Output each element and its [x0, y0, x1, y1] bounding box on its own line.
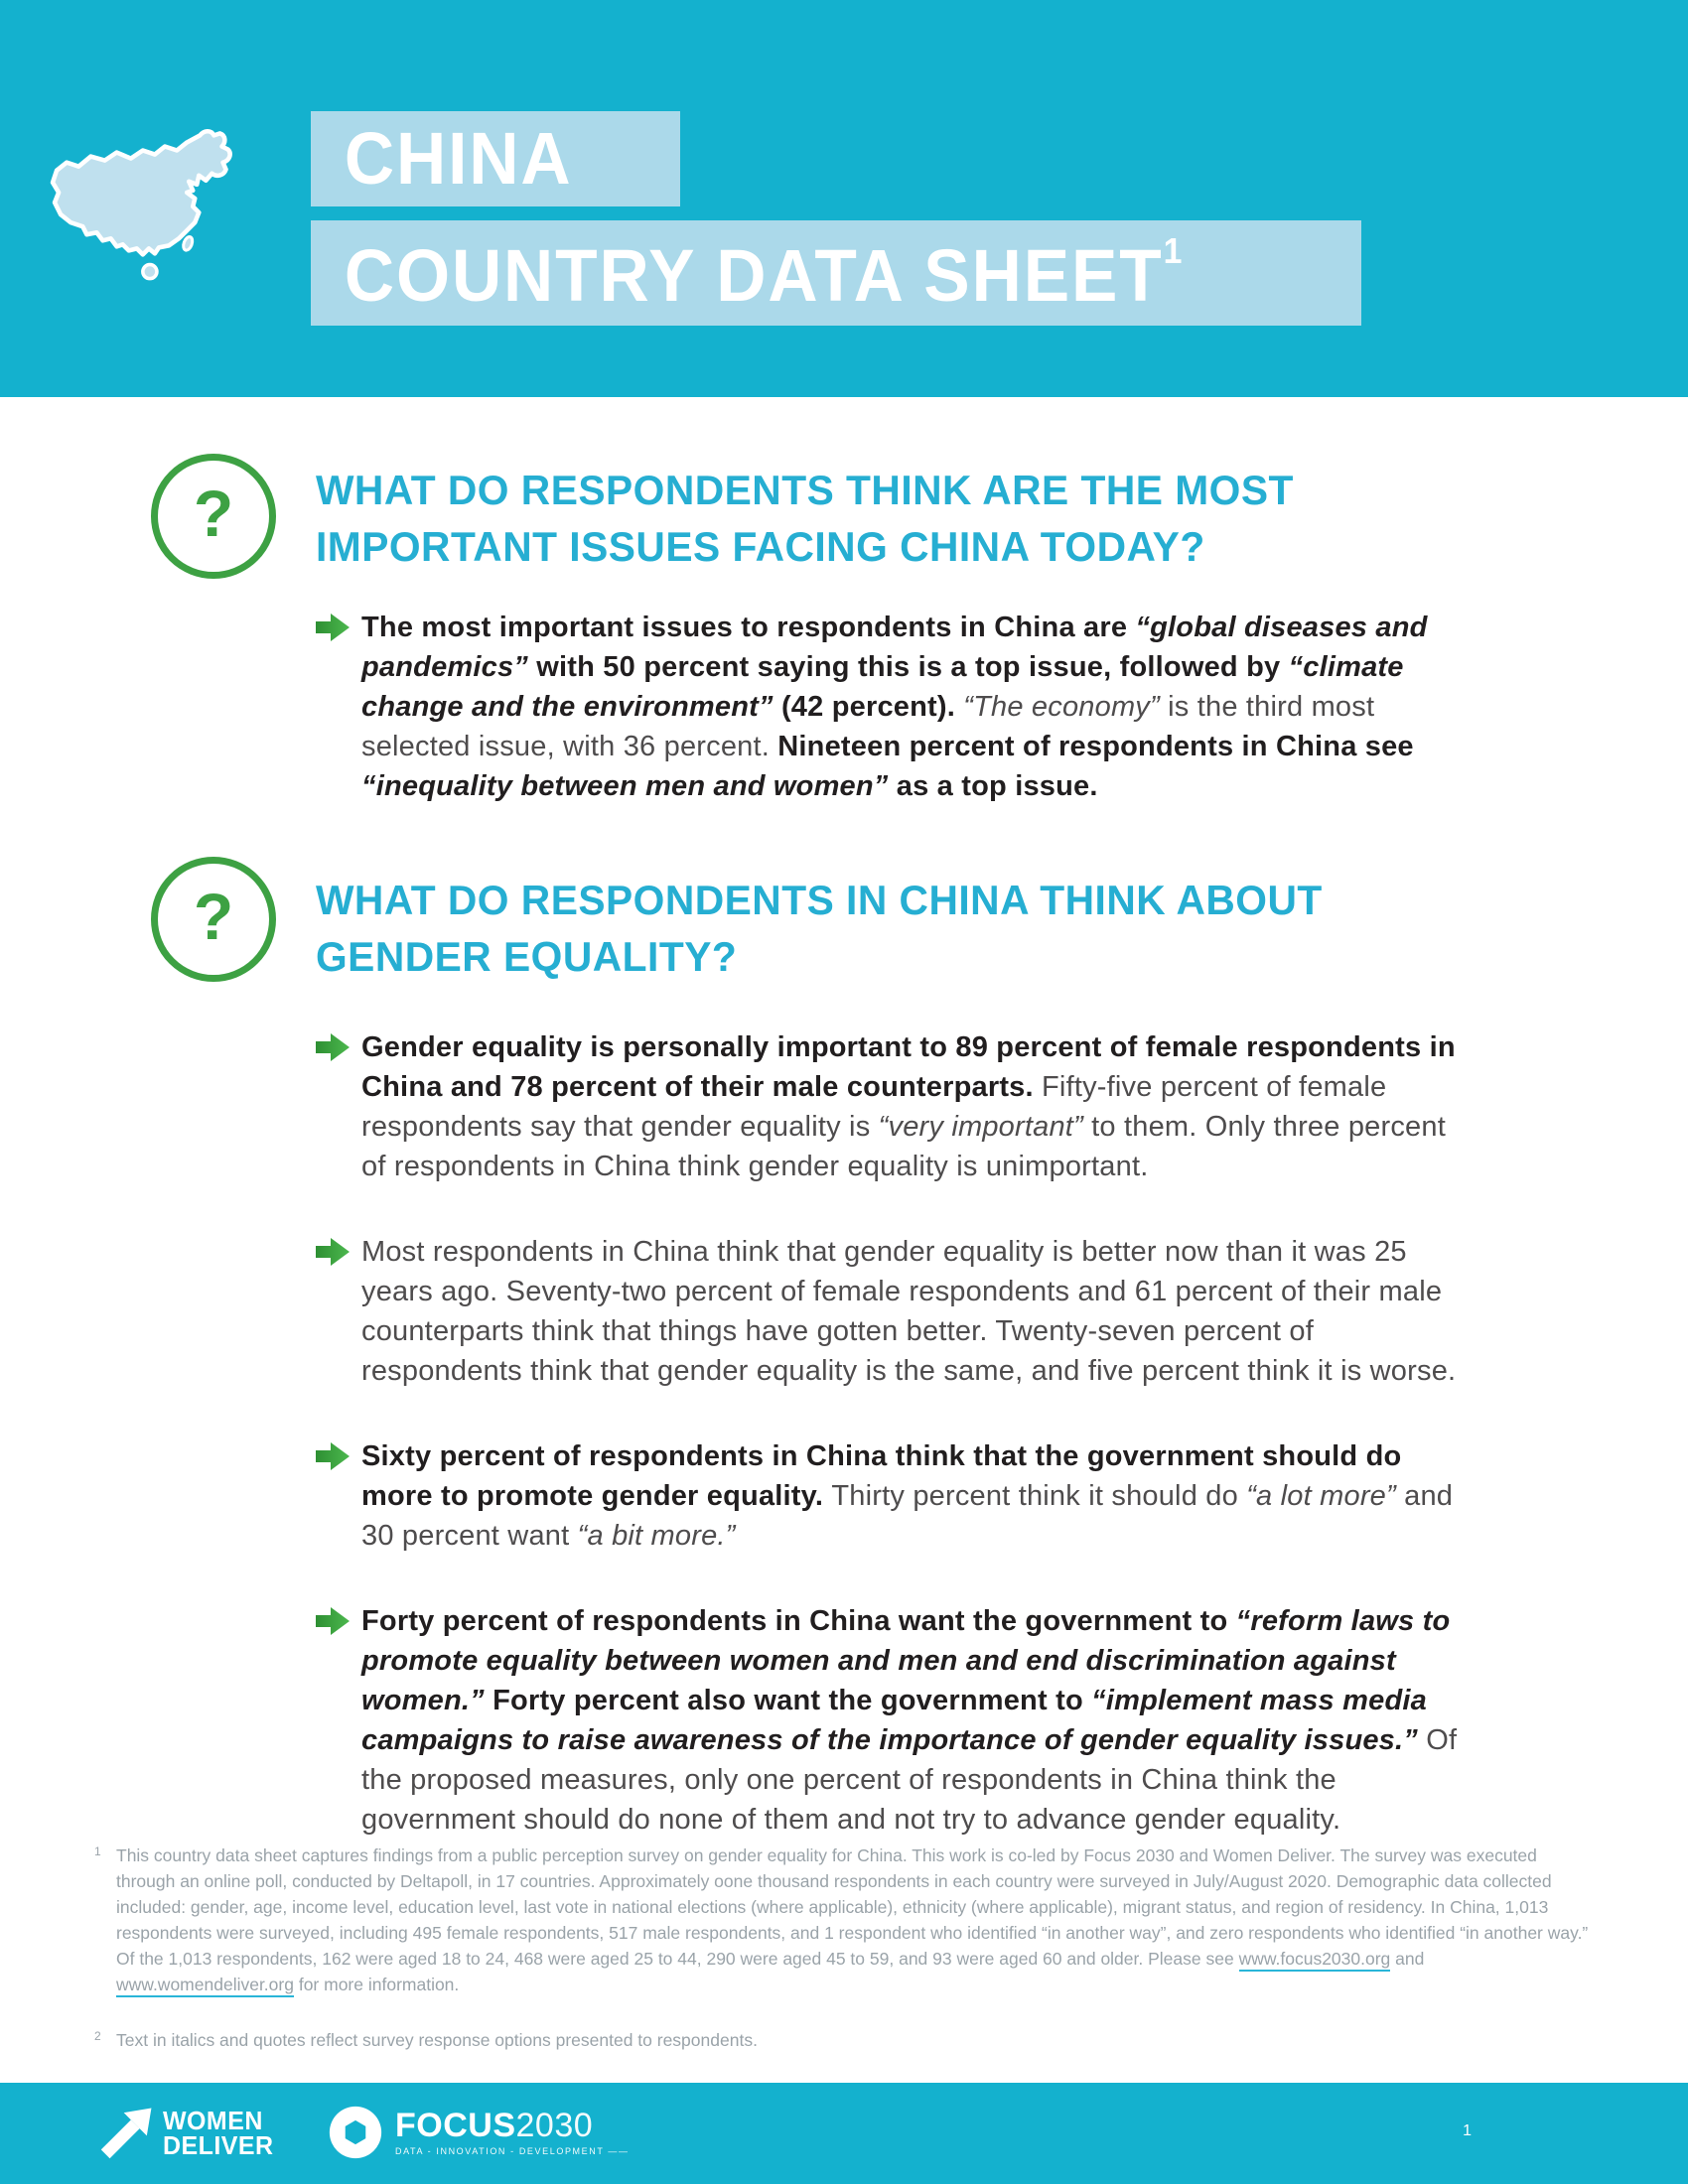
- heading-line: IMPORTANT ISSUES FACING CHINA TODAY?: [316, 523, 1205, 570]
- country-name: CHINA: [344, 117, 573, 200]
- page-number: 1: [1463, 2122, 1472, 2139]
- text-segment: Text in italics and quotes reflect survey response options presented to respondents.: [116, 2030, 758, 2050]
- text-segment: Forty percent of respondents in China want the government to: [361, 1605, 1236, 1637]
- text-segment: “climate change and the environment”: [361, 651, 1404, 723]
- focus2030-name: [395, 2109, 630, 2142]
- footnote-link[interactable]: www.focus2030.org: [1239, 1949, 1391, 1972]
- document-title: [311, 230, 1183, 317]
- footnote-1: [94, 1843, 1599, 1997]
- women-deliver-logo: [99, 2107, 278, 2160]
- list-item: [316, 1601, 1468, 1840]
- list-item: [316, 1027, 1468, 1186]
- bullet-text: [361, 1232, 1468, 1391]
- text-segment: Fifty-five percent of female respondents say that gender equality is: [361, 1071, 1387, 1143]
- heading-line: WHAT DO RESPONDENTS THINK ARE THE MOST: [316, 467, 1294, 513]
- text-segment: Nineteen percent of respondents in China see: [777, 731, 1414, 762]
- women-deliver-wordmark: [163, 2106, 274, 2160]
- focus2030-tagline: DATA - INNOVATION - DEVELOPMENT ——: [395, 2146, 630, 2156]
- question-mark-icon: [151, 454, 276, 579]
- question-mark-glyph: ?: [193, 880, 234, 953]
- footer-band: [0, 2083, 1688, 2184]
- list-item: [316, 1232, 1468, 1391]
- text-segment: “very important”: [878, 1111, 1083, 1143]
- text-segment: [485, 1685, 492, 1716]
- china-map-icon: [48, 117, 278, 294]
- arrow-bullet-icon: [316, 1032, 350, 1062]
- text-segment: This country data sheet captures findings from a public perception survey on gender equality for China. This work is co-led by Focus 2030 and Women Deliver. The survey was executed through an online poll, conducted by Deltapoll, in 17 countries. Approximately oone thousand respondents in each country were surveyed in July/August 2020. Demographic data collected included: gender, age, income level, education level, last vote in national elections (where applicable), ethnicity (where applicable), migrant status, and region of residency. In China, 1,013 respondents were surveyed, including 495 female respondents, 517 male respondents, and 1 respondent who identified “in another way”, and zero respondents who identified “in another way.” Of the 1,013 respondents, 162 were aged 18 to 24, 468 were aged 25 to 44, 290 were aged 45 to 59, and 93 were aged 60 and older. Please see: [116, 1845, 1589, 1969]
- text-segment: Gender equality is personally important to 89 percent of female respondents in China and 78 percent of their male counterparts.: [361, 1031, 1456, 1103]
- document-title-text: COUNTRY DATA SHEET: [344, 234, 1164, 317]
- text-segment: Most respondents in China think that gender equality is better now than it was 25 years ago. Seventy-two percent of female respondents and 61 percent of their male counterparts think that things have gotten better. Twenty-seven percent of respondents think that gender equality is the same, and five percent think it is worse.: [361, 1236, 1457, 1387]
- text-segment: Forty percent also want the government to: [492, 1685, 1092, 1716]
- list-item: [316, 1436, 1468, 1556]
- footnote-2: [94, 2027, 1599, 2053]
- text-segment: Thirty percent think it should do: [831, 1480, 1247, 1512]
- text-segment: “global diseases and pandemics”: [361, 612, 1428, 683]
- focus-word: FOCUS: [395, 2107, 516, 2144]
- bullet-text: [361, 608, 1468, 806]
- text-segment: with 50 percent saying this is a top issue, followed by: [528, 651, 1289, 683]
- footnotes: [94, 1843, 1599, 2053]
- header-band: [0, 0, 1688, 397]
- title-footnote-ref: 1: [1163, 230, 1183, 271]
- question-mark-glyph: ?: [193, 477, 234, 550]
- text-segment: Sixty percent of respondents in China think that the government should do more to promote gender equality.: [361, 1440, 1402, 1512]
- text-segment: “inequality between men and women”: [361, 770, 889, 802]
- text-segment: to them. Only three percent of respondents in China think gender equality is unimportant.: [361, 1111, 1446, 1182]
- text-segment: and: [1390, 1949, 1425, 1969]
- text-segment: as a top issue.: [888, 770, 1098, 802]
- text-segment: is the third most selected issue, with 36 percent.: [361, 691, 1375, 762]
- document-title-box: [311, 220, 1361, 326]
- arrow-bullet-icon: [316, 1441, 350, 1471]
- bullet-text: [361, 1436, 1468, 1556]
- women-deliver-arrow-icon: [99, 2107, 153, 2160]
- section-gender-equality-bullets: [316, 1027, 1468, 1840]
- text-segment: The most important issues to respondents in China are: [361, 612, 1136, 643]
- footnote-marker: 1: [94, 1844, 101, 1858]
- text-segment: “The economy”: [963, 691, 1160, 723]
- arrow-bullet-icon: [316, 613, 350, 642]
- text-segment: Of the proposed measures, only one percent of respondents in China think the government should do none of them and not try to advance gender equality.: [361, 1724, 1458, 1836]
- bullet-text: [361, 1601, 1468, 1840]
- focus2030-wordmark: [395, 2109, 630, 2156]
- arrow-bullet-icon: [316, 1606, 350, 1636]
- focus-year: 2030: [515, 2107, 594, 2144]
- section-heading-top-issues: [316, 462, 1294, 575]
- footnote-link[interactable]: www.womendeliver.org: [116, 1975, 294, 1997]
- arrow-bullet-icon: [316, 1237, 350, 1267]
- section-top-issues-bullets: [316, 608, 1468, 806]
- footnote-text: [116, 2030, 758, 2050]
- wd-line1: WOMEN: [163, 2106, 263, 2135]
- footnote-text: [116, 1845, 1588, 1997]
- wd-line2: DELIVER: [163, 2130, 274, 2160]
- footnote-marker: 2: [94, 2029, 101, 2043]
- heading-line: WHAT DO RESPONDENTS IN CHINA THINK ABOUT: [316, 877, 1323, 923]
- text-segment: “reform laws to promote equality between women and men and end discrimination against women.”: [361, 1605, 1451, 1716]
- bullet-text: [361, 1027, 1468, 1186]
- text-segment: for more information.: [293, 1975, 460, 1994]
- text-segment: “a lot more”: [1246, 1480, 1396, 1512]
- text-segment: “implement mass media campaigns to raise awareness of the importance of gender equality issues.”: [361, 1685, 1427, 1756]
- section-heading-gender-equality: [316, 872, 1323, 985]
- question-mark-icon: [151, 857, 276, 982]
- text-segment: (42 percent).: [773, 691, 964, 723]
- list-item: [316, 608, 1468, 806]
- country-name-box: [311, 111, 680, 206]
- heading-line: GENDER EQUALITY?: [316, 933, 738, 980]
- focus2030-logo: [328, 2105, 630, 2160]
- focus2030-circle-icon: [328, 2105, 383, 2160]
- text-segment: and 30 percent want: [361, 1480, 1454, 1552]
- text-segment: “a bit more.”: [577, 1520, 736, 1552]
